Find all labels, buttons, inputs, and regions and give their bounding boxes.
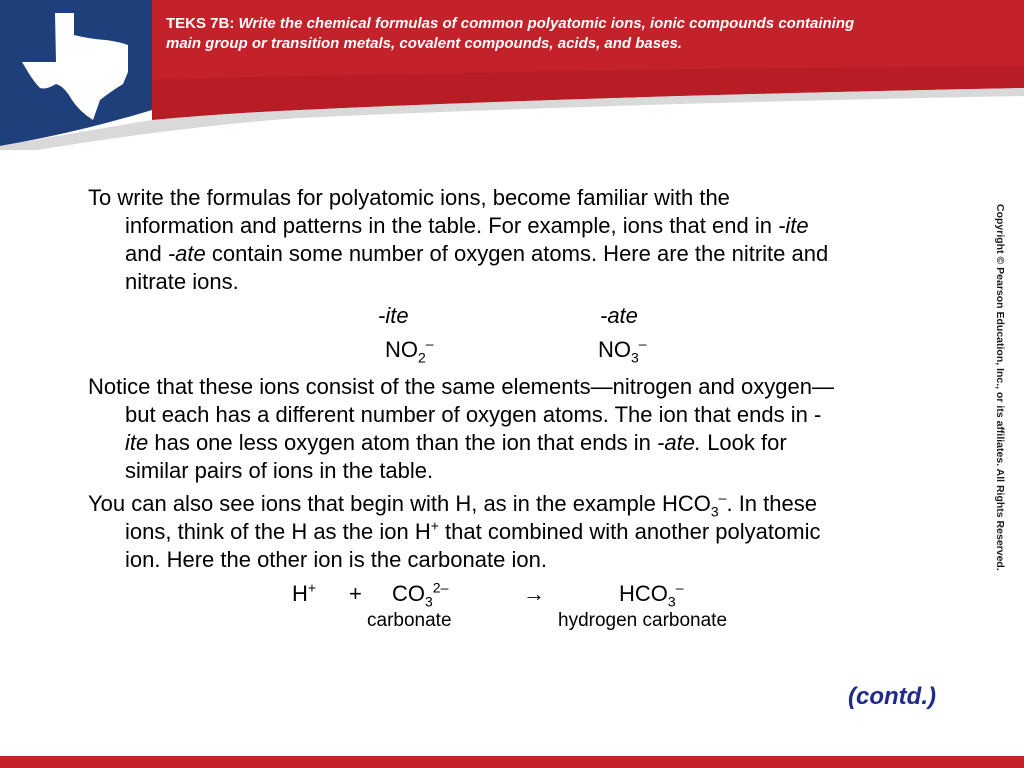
equation-hydrogen-carbonate: $HCO_3^-$ [619, 579, 684, 610]
paragraph-hydrogen-ions [88, 490, 968, 574]
copyright-notice: Copyright © Pearson Education, Inc., or its affiliates. All Rights Reserved. [994, 204, 1006, 571]
para3-line1: You can also see ions that begin with H, as in the example $HCO_3^-$. In these [88, 489, 817, 520]
ite-label: -ite [378, 303, 409, 328]
label-carbonate: carbonate [367, 610, 452, 631]
para2-line2: but each has a different number of oxygen atoms. The ion that ends in - [125, 402, 822, 427]
para3-line2: ions, think of the H as the ion H+ that combined with another polyatomic [125, 517, 821, 544]
para3-line3: ion. Here the other ion is the carbonate ion. [125, 547, 547, 572]
header-description-2: main group or transition metals, covalent compounds, acids, and bases. [166, 35, 682, 52]
slide-header [0, 0, 1024, 150]
equation-arrow: → [523, 581, 545, 606]
para1-line2: information and patterns in the table. For example, ions that end in -ite [125, 213, 809, 238]
paragraph-notice [88, 373, 968, 485]
paragraph-polyatomic-intro [88, 184, 968, 296]
nitrate-formula: $NO_3^-$ [598, 335, 647, 366]
ate-label: -ate [600, 303, 638, 328]
equation-plus-sign: + [349, 581, 362, 606]
header-description-1: Write the chemical formulas of common polyatomic ions, ionic compounds containing [238, 15, 855, 32]
header-title [166, 14, 966, 54]
bottom-bar [0, 756, 1024, 768]
label-hydrogen-carbonate: hydrogen carbonate [558, 610, 728, 631]
equation-hydrogen-ion: H+ [292, 579, 317, 606]
para1-line1: To write the formulas for polyatomic ions, become familiar with the [88, 185, 730, 210]
para2-line4: similar pairs of ions in the table. [125, 458, 434, 483]
continued-label: (contd.) [848, 683, 936, 710]
nitrite-formula: $NO_2^-$ [385, 335, 434, 366]
equation-carbonate: $CO_3^{2-}$ [392, 579, 449, 610]
para2-line1: Notice that these ions consist of the same elements—nitrogen and oxygen— [88, 374, 834, 399]
para2-line3: ite has one less oxygen atom than the ion that ends in -ate. Look for [125, 430, 787, 455]
para1-line3: and -ate contain some number of oxygen atoms. Here are the nitrite and [125, 241, 829, 266]
para1-line4: nitrate ions. [125, 269, 239, 294]
header-prefix: TEKS 7B: [166, 15, 235, 32]
